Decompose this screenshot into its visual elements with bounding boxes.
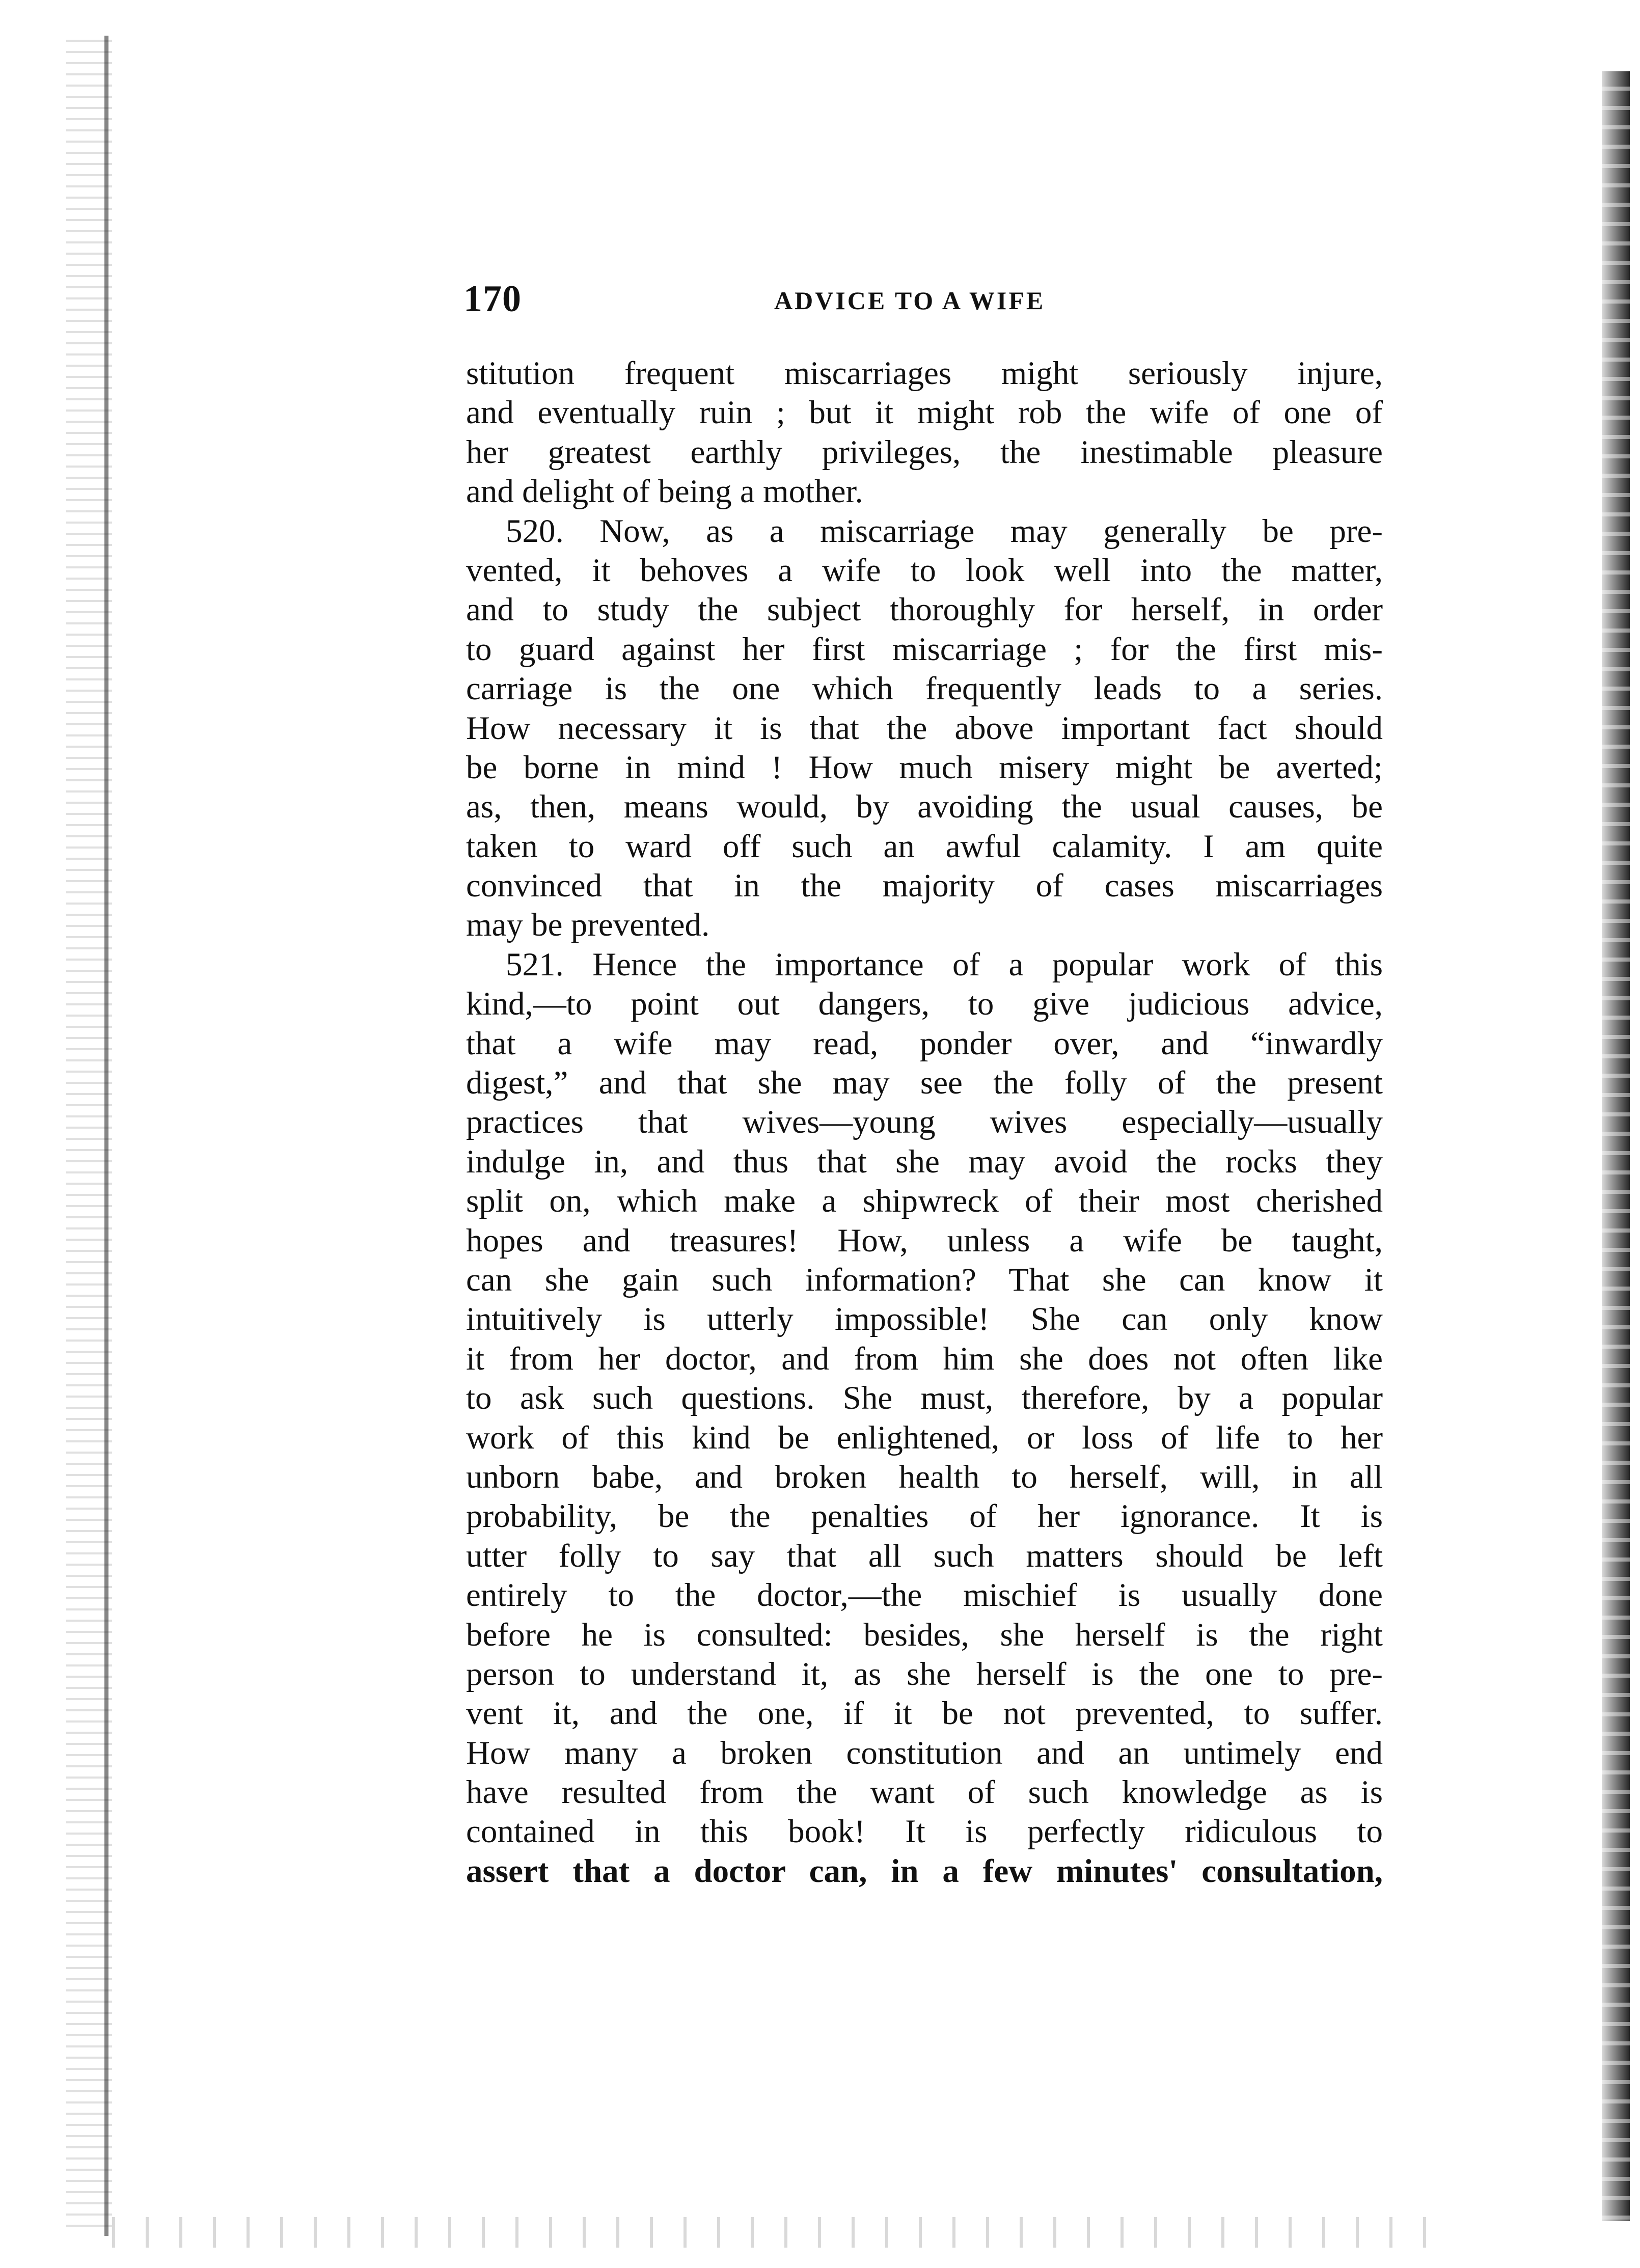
text-line: vented, it behoves a wife to look well into the matter, [466,552,1383,589]
scan-binding-texture-right [1602,71,1630,2221]
text-line: assert that a doctor can, in a few minutes' consultation, [466,1852,1383,1890]
text-line: person to understand it, as she herself is the one to pre- [466,1655,1383,1692]
text-line: split on, which make a shipwreck of their most cherished [466,1183,1383,1220]
text-line: entirely to the doctor,—the mischief is usually done [466,1577,1383,1614]
text-line: that a wife may read, ponder over, and “inwardly [466,1025,1383,1062]
text-line: as, then, means would, by avoiding the usual causes, be [466,788,1383,826]
text-line: vent it, and the one, if it be not prevented, to suffer. [466,1695,1383,1732]
text-line: contained in this book! It is perfectly ridiculous to [466,1813,1383,1850]
text-line: may be prevented. [466,907,710,944]
text-line: be borne in mind ! How much misery might be averted; [466,749,1383,786]
text-line: convinced that in the majority of cases miscarriages [466,867,1383,905]
text-line: probability, be the penalties of her ignorance. It is [466,1498,1383,1535]
text-line: kind,—to point out dangers, to give judicious advice, [466,986,1383,1023]
text-line: stitution frequent miscarriages might seriously injure, [466,355,1383,392]
text-line: before he is consulted: besides, she herself is the right [466,1616,1383,1653]
page-number: 170 [463,278,522,320]
text-line: taken to ward off such an awful calamity. I am quite [466,828,1383,865]
text-line: to guard against her first miscarriage ; for the first mis- [466,631,1383,668]
text-line: unborn babe, and broken health to herself, will, in all [466,1458,1383,1495]
text-line: digest,” and that she may see the folly of the present [466,1064,1383,1102]
paragraph-521-start: 521. Hence the importance of a popular work of this [506,946,1383,983]
text-line: work of this kind be enlightened, or loss of life to her [466,1419,1383,1456]
text-line: intuitively is utterly impossible! She can only know [466,1301,1383,1338]
text-line: and to study the subject thoroughly for herself, in order [466,591,1383,629]
text-line: utter folly to say that all such matters should be left [466,1537,1383,1574]
page-header [463,278,1380,323]
text-line: it from her doctor, and from him she does not often like [466,1340,1383,1377]
text-line: How necessary it is that the above important fact should [466,709,1383,747]
body-text [466,354,1383,1891]
text-line: have resulted from the want of such knowledge as is [466,1774,1383,1811]
text-line: hopes and treasures! How, unless a wife be taught, [466,1222,1383,1259]
text-line: How many a broken constitution and an untimely end [466,1734,1383,1771]
scan-binding-edge-left [104,36,108,2236]
text-line: can she gain such information? That she can know it [466,1261,1383,1298]
running-head: ADVICE TO A WIFE [774,286,1046,315]
paragraph-520-start: 520. Now, as a miscarriage may generally be pre- [506,512,1383,550]
text-line: and eventually ruin ; but it might rob the wife of one of [466,394,1383,431]
text-line: carriage is the one which frequently leads to a series. [466,670,1383,707]
text-line: her greatest earthly privileges, the inestimable pleasure [466,433,1383,471]
text-line: and delight of being a mother. [466,473,863,510]
text-line: practices that wives—young wives especially—usually [466,1104,1383,1141]
text-line: indulge in, and thus that she may avoid the rocks they [466,1143,1383,1180]
text-line: to ask such questions. She must, therefore, by a popular [466,1380,1383,1417]
scan-noise-bottom [81,2217,1457,2248]
